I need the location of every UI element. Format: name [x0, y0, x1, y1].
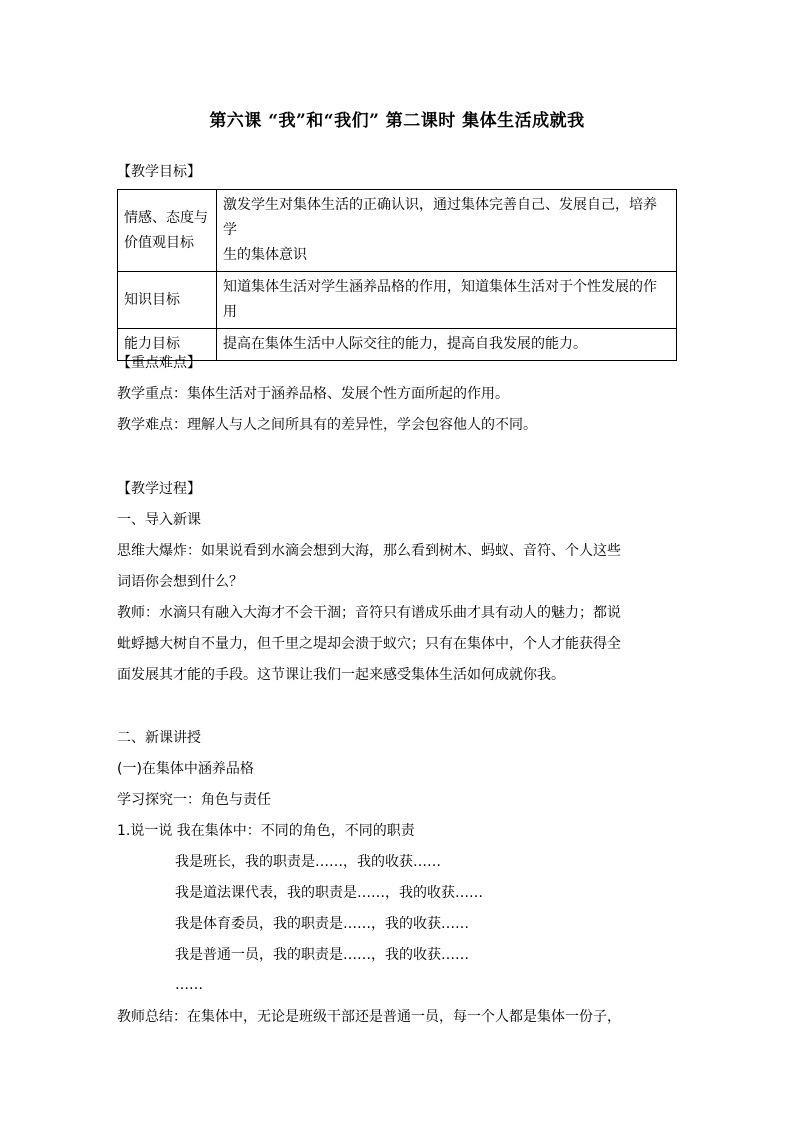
- objectives-heading: 【教学目标】: [117, 164, 201, 180]
- explore-heading: 学习探究一：角色与责任: [117, 792, 271, 808]
- paragraph-line: 教师总结：在集体中，无论是班级干部还是普通一员，每一个人都是集体一份子，: [117, 1009, 621, 1025]
- process-heading: 【教学过程】: [117, 481, 201, 497]
- list-item: 我是班长，我的职责是……，我的收获……: [175, 854, 441, 870]
- keypoints-heading: 【重点难点】: [117, 355, 201, 371]
- table-row: [118, 190, 677, 272]
- table-cell-value: 知道集体生活对学生涵养品格的作用，知道集体生活对于个性发展的作用: [217, 272, 677, 329]
- table-cell-value: 激发学生对集体生活的正确认识，通过集体完善自己、发展自己，培养学 生的集体意识: [217, 190, 677, 272]
- section-heading: 二、新课讲授: [117, 730, 201, 746]
- list-item: 1.说一说 我在集体中：不同的角色，不同的职责: [117, 823, 415, 839]
- paragraph-line: 面发展其才能的手段。这节课让我们一起来感受集体生活如何成就你我。: [117, 667, 565, 683]
- list-item: 我是普通一员，我的职责是……，我的收获……: [175, 947, 469, 963]
- table-row: [118, 329, 677, 361]
- table-row: [118, 272, 677, 329]
- objectives-table: [117, 189, 677, 361]
- table-cell-value: 提高在集体生活中人际交往的能力，提高自我发展的能力。: [217, 329, 677, 361]
- keypoint-difficulty: 教学难点：理解人与人之间所具有的差异性，学会包容他人的不同。: [117, 417, 537, 433]
- table-cell-label: 能力目标: [118, 329, 217, 361]
- page-title: 第六课 “我”和“我们” 第二课时 集体生活成就我: [209, 111, 585, 131]
- section-heading: 一、导入新课: [117, 512, 201, 528]
- list-item: 我是道法课代表，我的职责是……，我的收获……: [175, 885, 483, 901]
- keypoint-focus: 教学重点：集体生活对于涵养品格、发展个性方面所起的作用。: [117, 386, 509, 402]
- table-cell-label: 情感、态度与 价值观目标: [118, 190, 217, 272]
- list-item: 我是体育委员，我的职责是……，我的收获……: [175, 916, 469, 932]
- list-item: ……: [175, 977, 203, 993]
- paragraph-line: 蚍蜉撼大树自不量力，但千里之堤却会溃于蚁穴；只有在集体中，个人才能获得全: [117, 636, 621, 652]
- paragraph-line: 思维大爆炸：如果说看到水滴会想到大海，那么看到树木、蚂蚁、音符、个人这些: [117, 543, 621, 559]
- paragraph-line: 教师：水滴只有融入大海才不会干涸；音符只有谱成乐曲才具有动人的魅力；都说: [117, 605, 621, 621]
- subsection-heading: (一)在集体中涵养品格: [117, 761, 254, 777]
- paragraph-line: 词语你会想到什么？: [117, 574, 243, 590]
- table-cell-label: 知识目标: [118, 272, 217, 329]
